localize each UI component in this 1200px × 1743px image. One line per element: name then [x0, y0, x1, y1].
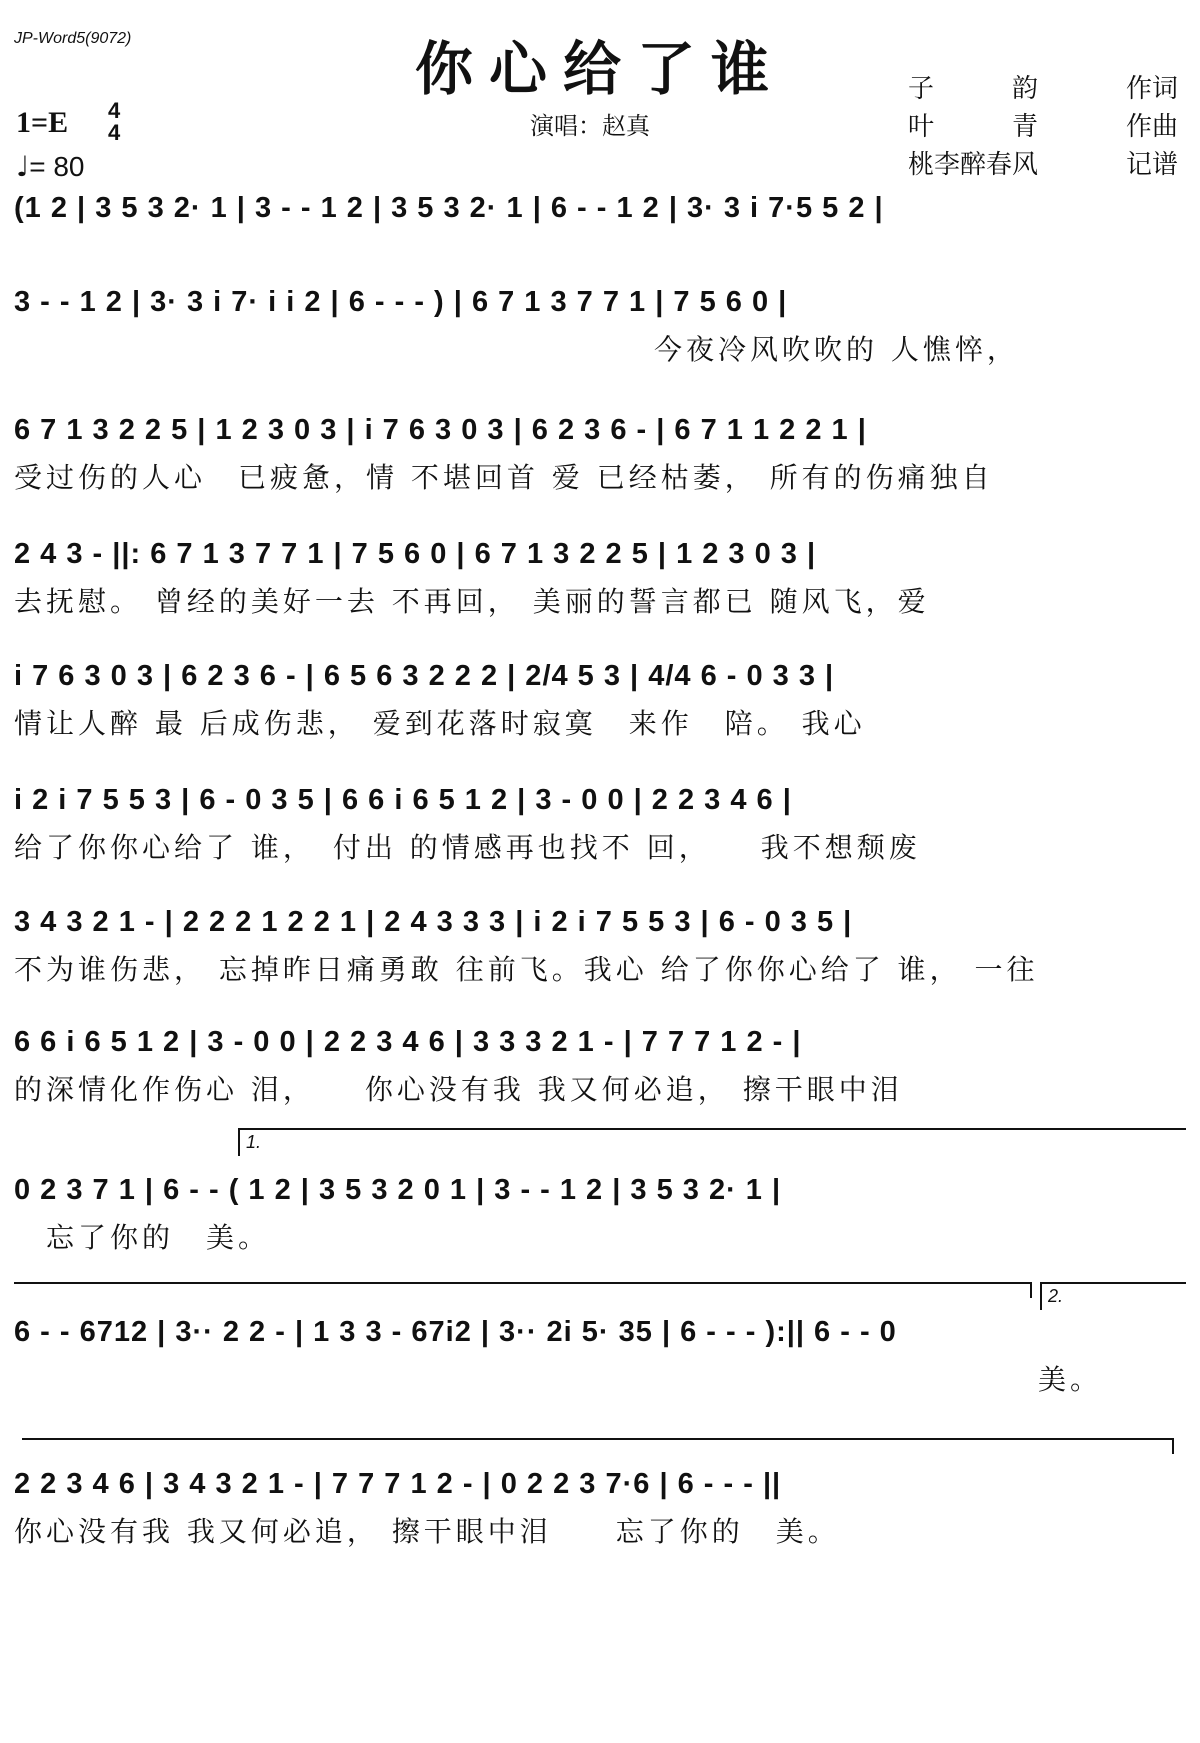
quarter-note-icon: ♩ — [16, 150, 30, 183]
notation-line: i 7 6 3 0 3 | 6 2 3 6 - | 6 5 6 3 2 2 2 | 2/4 5 3 | 4/4 6 - 0 3 3 | — [14, 660, 835, 692]
lyrics-line: 不为谁伤悲， 忘掉昨日痛勇敢 往前飞。我心 给了你你心给了 谁， 一往 — [14, 953, 1039, 986]
notation-line: 6 7 1 3 2 2 5 | 1 2 3 0 3 | i 7 6 3 0 3 | 6 2 3 6 - | 6 7 1 1 2 2 1 | — [14, 414, 867, 446]
first-ending-bracket — [238, 1128, 1186, 1156]
time-signature — [108, 100, 120, 144]
second-ending-bracket — [1040, 1282, 1186, 1310]
tempo-value: = 80 — [29, 151, 85, 182]
lyrics-line: 今夜冷风吹吹的 人憔悴， — [14, 333, 1019, 366]
tempo-marking — [16, 150, 85, 183]
notation-line: 2 4 3 - ||: 6 7 1 3 7 7 1 | 7 5 6 0 | 6 7 1 3 2 2 5 | 1 2 3 0 3 | — [14, 538, 817, 570]
lyricist-credit — [908, 70, 1178, 108]
volta-label: 2. — [1048, 1286, 1064, 1306]
credit-role: 作词 — [1125, 74, 1178, 104]
notation-line: (1 2 | 3 5 3 2· 1 | 3 - - 1 2 | 3 5 3 2· 1 | 6 - - 1 2 | 3· 3 i 7·5 5 2 | — [14, 192, 884, 224]
lyrics-line: 去抚慰。 曾经的美好一去 不再回， 美丽的誓言都已 随风飞，爱 — [14, 585, 930, 618]
notation-line: i 2 i 7 5 5 3 | 6 - 0 3 5 | 6 6 i 6 5 1 2 | 3 - 0 0 | 2 2 3 4 6 | — [14, 784, 792, 816]
notation-line: 6 6 i 6 5 1 2 | 3 - 0 0 | 2 2 3 4 6 | 3 3 3 2 1 - | 7 7 7 1 2 - | — [14, 1026, 802, 1058]
key-signature: 1=E — [16, 106, 69, 139]
lyrics-line: 你心没有我 我又何必追， 擦干眼中泪 忘了你的 美。 — [14, 1515, 840, 1548]
song-title: 你心给了谁 — [414, 35, 785, 103]
credit-name: 桃李醉春风 — [908, 150, 1039, 180]
credit-name: 子 韵 — [908, 74, 1039, 104]
notation-line: 6 - - 6712 | 3·· 2 2 - | 1 3 3 - 67i2 | 3·· 2i 5· 35 | 6 - - - ):|| 6 - - 0 — [14, 1316, 897, 1348]
volta-label: 1. — [246, 1132, 262, 1152]
notation-line: 0 2 3 7 1 | 6 - - ( 1 2 | 3 5 3 2 0 1 | 3 - - 1 2 | 3 5 3 2· 1 | — [14, 1174, 782, 1206]
credits — [908, 70, 1178, 184]
first-ending-continuation — [14, 1282, 1032, 1298]
singer-credit: 演唱：赵真 — [530, 112, 650, 140]
lyrics-line: 情让人醉 最 后成伤悲， 爱到花落时寂寞 来作 陪。 我心 — [14, 707, 866, 740]
credit-role: 记谱 — [1125, 150, 1178, 180]
credit-role: 作曲 — [1125, 112, 1178, 142]
credit-name: 叶 青 — [908, 112, 1039, 142]
time-signature-bottom: 4 — [108, 120, 121, 145]
lyrics-line: 忘了你的 美。 — [14, 1221, 271, 1254]
lyrics-line: 给了你你心给了 谁， 付出 的情感再也找不 回， 我不想颓废 — [14, 831, 921, 864]
transcriber-credit — [908, 146, 1178, 184]
notation-line: 2 2 3 4 6 | 3 4 3 2 1 - | 7 7 7 1 2 - | 0 2 2 3 7·6 | 6 - - - || — [14, 1468, 782, 1500]
lyrics-line: 美。 — [14, 1363, 1103, 1396]
notation-line: 3 4 3 2 1 - | 2 2 2 1 2 2 1 | 2 4 3 3 3 | i 2 i 7 5 5 3 | 6 - 0 3 5 | — [14, 906, 853, 938]
time-signature-top: 4 — [108, 98, 121, 123]
coda-bracket — [22, 1438, 1174, 1454]
lyrics-line — [14, 236, 1186, 276]
notation-line: 3 - - 1 2 | 3· 3 i 7· i i 2 | 6 - - - ) | 6 7 1 3 7 7 1 | 7 5 6 0 | — [14, 286, 788, 318]
composer-credit — [908, 108, 1178, 146]
lyrics-line: 受过伤的人心 已疲惫，情 不堪回首 爱 已经枯萎， 所有的伤痛独自 — [14, 461, 994, 494]
lyrics-line: 的深情化作伤心 泪， 你心没有我 我又何必追， 擦干眼中泪 — [14, 1073, 903, 1106]
software-tag: JP-Word5(9072) — [14, 30, 132, 47]
